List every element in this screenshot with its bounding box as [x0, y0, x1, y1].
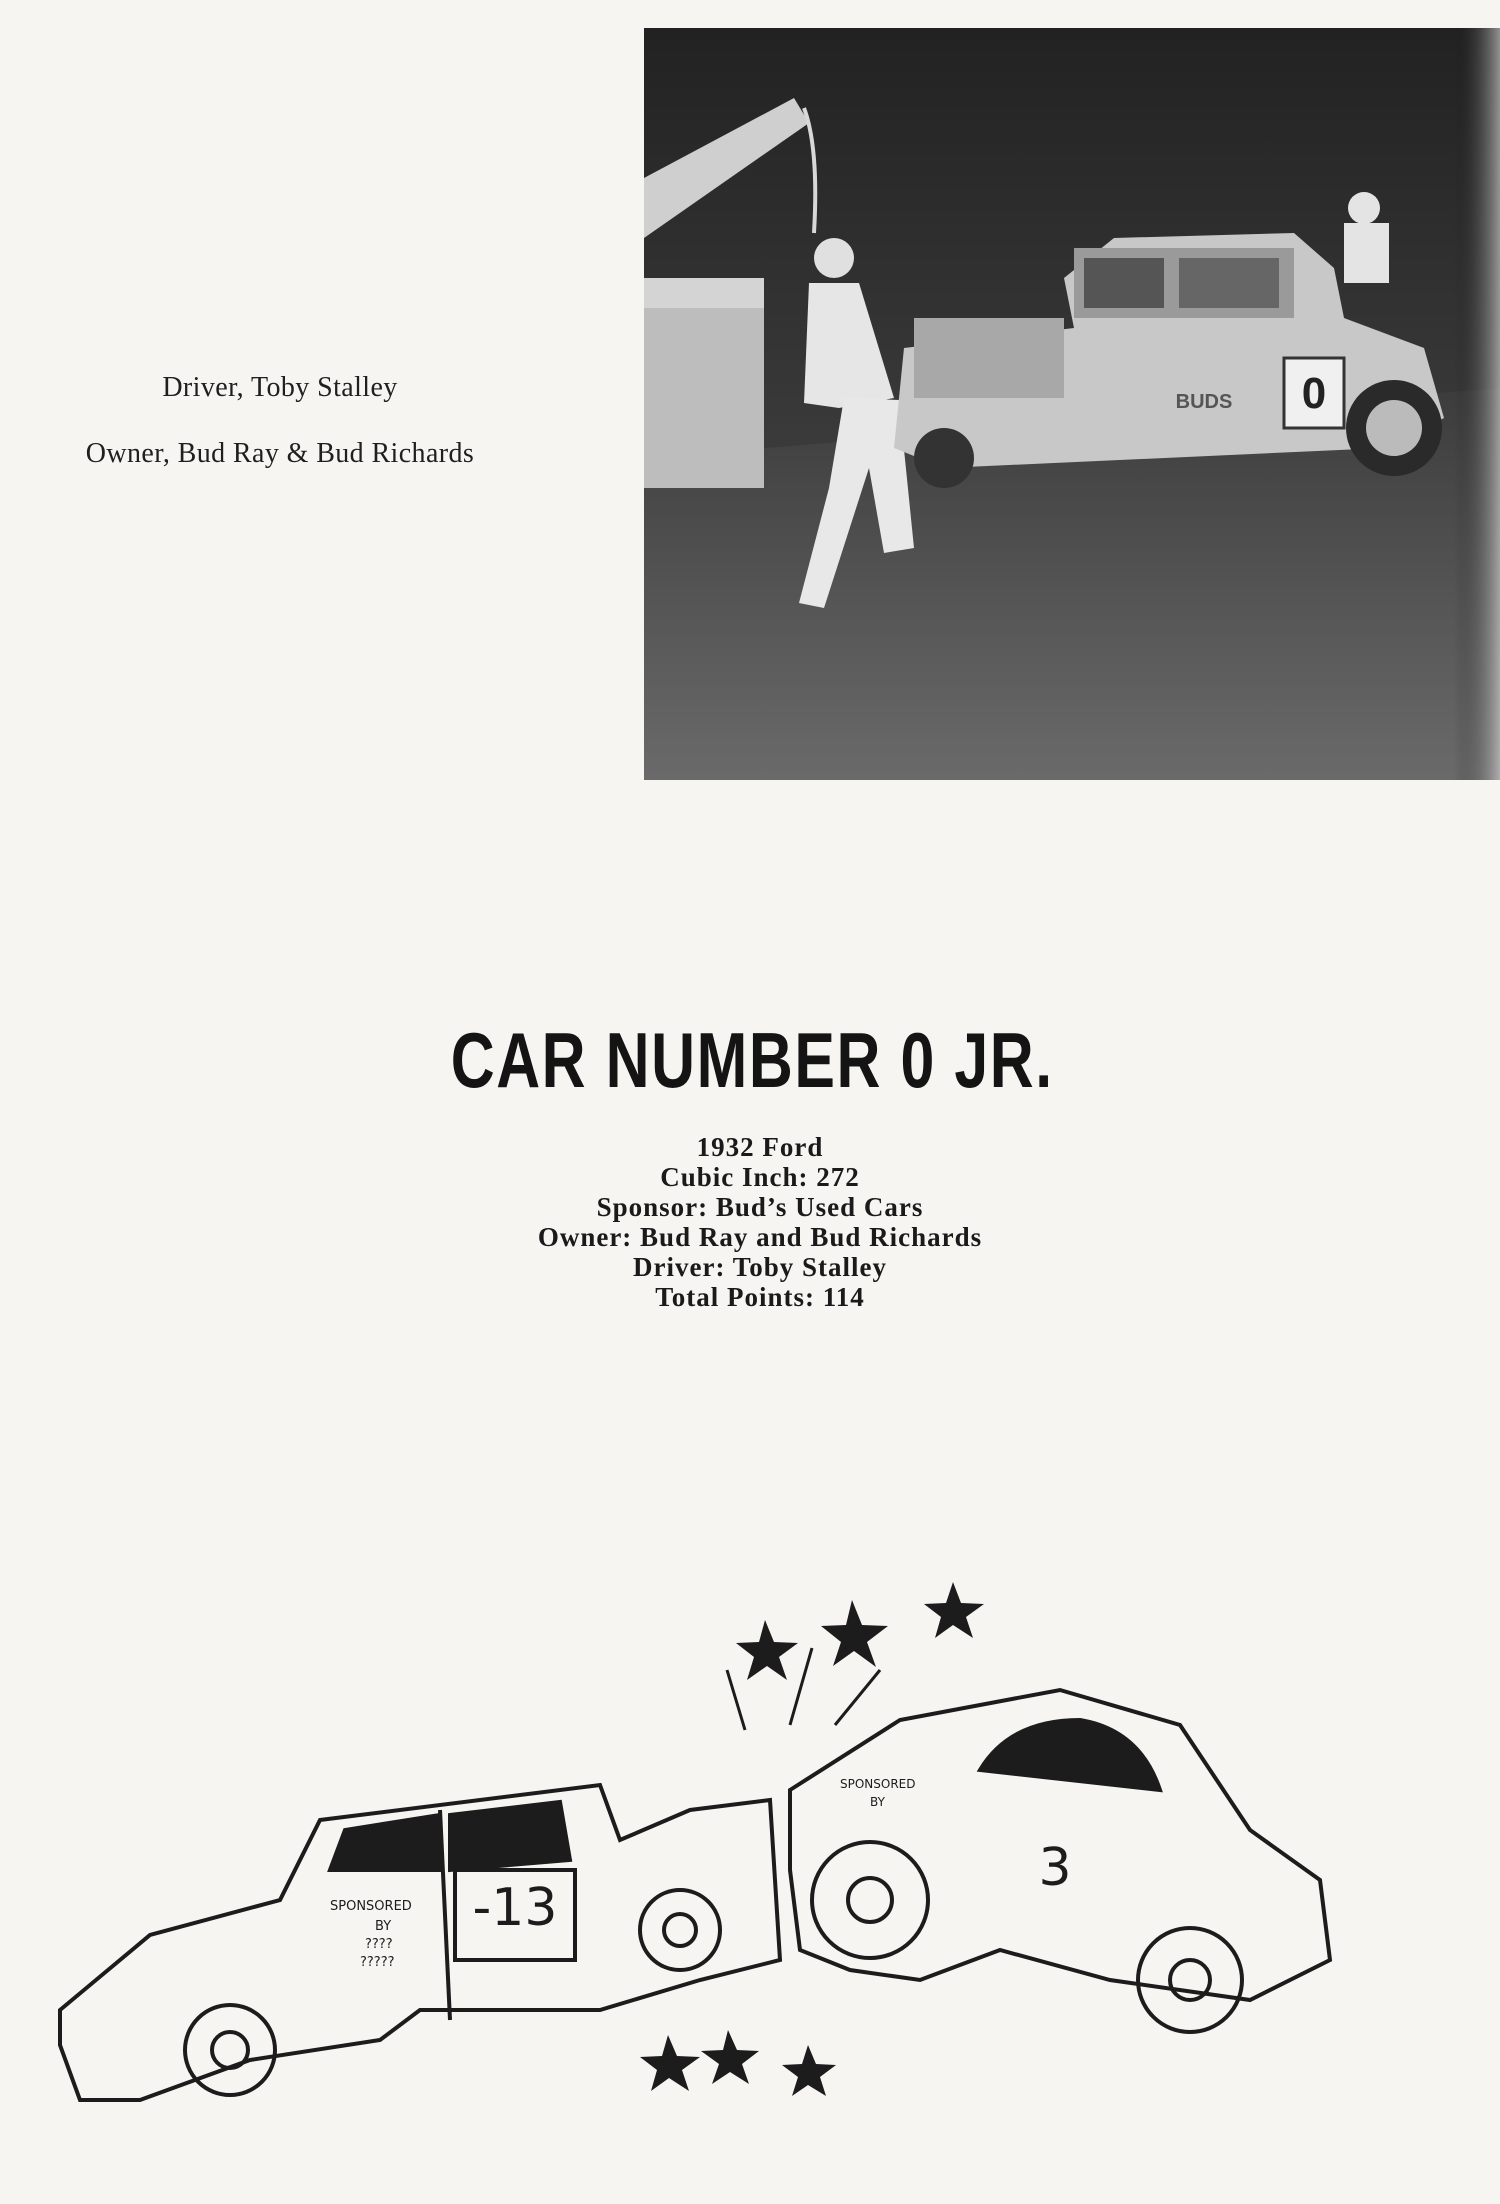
- right-car-number: 3: [1038, 1838, 1072, 1898]
- car-specs: [0, 1132, 1500, 1312]
- caption-driver: Driver, Toby Stalley: [162, 372, 398, 403]
- spec-sponsor: Sponsor: Bud’s Used Cars: [596, 1192, 924, 1222]
- spec-owner: Owner: Bud Ray and Bud Richards: [537, 1222, 983, 1252]
- spec-cubic-inch: Cubic Inch: 272: [660, 1162, 860, 1192]
- spec-points: Total Points: 114: [655, 1282, 865, 1312]
- spec-model: 1932 Ford: [696, 1132, 824, 1162]
- crash-cartoon: [0, 1540, 1500, 2200]
- spec-driver: Driver: Toby Stalley: [633, 1252, 887, 1282]
- crash-cartoon-drawing: [0, 1540, 1500, 2200]
- photo-car-lettering: BUDS: [1175, 391, 1233, 413]
- left-sponsor-line: ????: [365, 1937, 393, 1952]
- photo-caption: [0, 355, 560, 487]
- right-sponsor-line: SPONSORED: [840, 1777, 916, 1791]
- left-sponsor-line: BY: [375, 1919, 392, 1934]
- right-sponsor-line: BY: [870, 1795, 885, 1809]
- stars-icon: [640, 1582, 984, 2096]
- photo-door-number: 0: [1301, 369, 1327, 418]
- left-sponsor-line: ?????: [360, 1955, 395, 1970]
- left-car-sponsor: [330, 1899, 412, 1970]
- page-title: CAR NUMBER 0 JR.: [450, 1016, 1054, 1104]
- race-car-photo: [644, 28, 1500, 780]
- caption-owner: Owner, Bud Ray & Bud Richards: [85, 438, 475, 469]
- left-car-number: -13: [472, 1878, 558, 1938]
- impact-lines: [727, 1648, 880, 1730]
- right-car-sponsor: [840, 1777, 916, 1809]
- photo-illustration: [644, 28, 1500, 780]
- left-sponsor-line: SPONSORED: [330, 1899, 412, 1914]
